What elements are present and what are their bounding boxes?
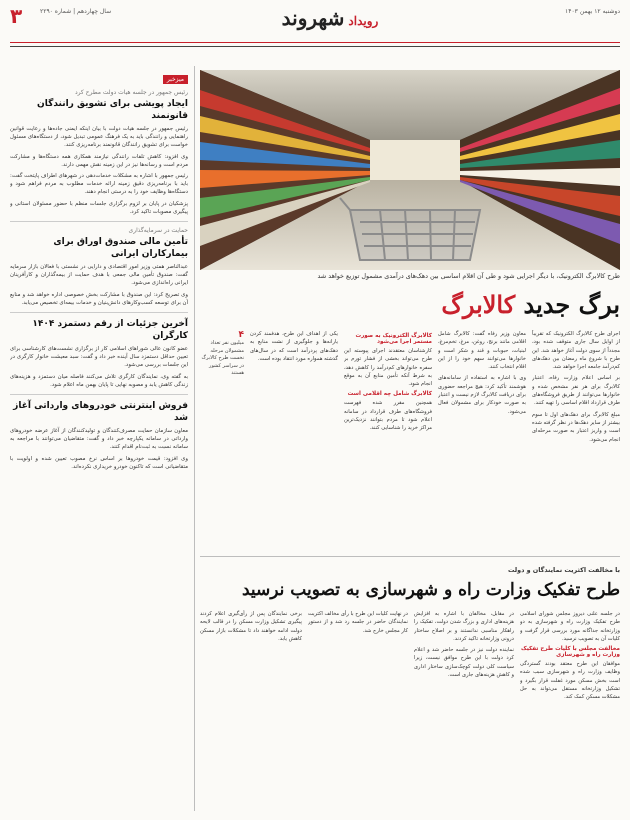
story2-title: تأمین مالی صندوق اوراق برای بیمارکاران ایرانی [53,237,188,260]
divider [10,221,188,222]
masthead-section: رویداد [348,14,379,28]
article-column [414,610,514,810]
article-paragraph: برخی نمایندگان پس از رأی‌گیری اعلام کردند پیگیری تشکیل وزارت مسکن را در قالب لایحه دولت ادامه خواهند داد تا مشکلات بازار مسکن کاهش یابد. [200,611,302,642]
supermarket-aisle-illustration [200,70,620,270]
header-date: دوشنبه ۱۲ بهمن ۱۴۰۳ [565,8,620,15]
story3-title: آخرین جزئیات از رقم دستمزد ۱۴۰۴ کارگران [32,319,188,342]
article-paragraph: وی با اشاره به استفاده از سامانه‌های هوشمند تأکید کرد: هیچ مراجعه حضوری برای دریافت کالابرگ لازم نیست و اعتبار به صورت خودکار برای مشمولان فعال می‌شود. [438,375,526,415]
headline-text [441,290,620,319]
article-paragraph: بر اساس اعلام وزارت رفاه، اعتبار کالابرگ برای هر نفر مشخص شده و خانوارها می‌توانند از طریق فروشگاه‌های طرف قرارداد اقلام اساسی را تهیه کنند. [532,375,620,407]
article-paragraph: نماینده دولت نیز در جلسه حاضر شد و اعلام کرد دولت با این طرح موافق نیست، زیرا سیاست کلی دولت کوچک‌سازی ساختار اداری و کاهش هزینه‌های جاری است. [414,647,514,679]
article-paragraph: در مقابل، مخالفان با اشاره به افزایش هزینه‌های اداری و بزرگ شدن دولت، تفکیک را راهکار مناسبی ندانستند و بر اصلاح ساختار درونی وزارتخانه تاکید کردند. [414,611,514,642]
story4-paragraph: معاون سازمان حمایت مصرف‌کنندگان و تولیدکنندگان از آغاز عرضه خودروهای وارداتی در سامانه یکپارچه خبر داد و گفت: متقاضیان می‌توانند با مراجعه به سامانه نسبت به ثبت‌نام اقدام کنند. [10,428,188,451]
story3-paragraph: به گفته وی، نمایندگان کارگری تلاش می‌کنند فاصله میان دستمزد و هزینه‌های زندگی کاهش یابد و مصوبه نهایی تا پایان بهمن ماه اعلام شود. [10,373,188,388]
section-divider [200,556,620,557]
masthead-logo: شهروند [281,6,345,30]
story4-paragraph: وی افزود: قیمت خودروها بر اساس نرخ مصوب تعیین شده و اولویت با متقاضیانی است که تاکنون خودرو خریداری نکرده‌اند. [10,455,188,470]
page-number: ۳ [10,4,23,28]
article-column [520,610,620,810]
headline-part1: برگ جدید [523,290,620,319]
stat-note [200,330,244,430]
second-story-kicker: با مخالفت اکثریت نمایندگان و دولت [507,566,620,574]
article-paragraph: موافقان این طرح معتقد بودند گستردگی وظایف وزارت راه و شهرسازی سبب شده است بخش مسکن مورد غفلت قرار بگیرد و تشکیل وزارتخانه مستقل می‌تواند به حل مشکلات مسکن کمک کند. [520,661,620,701]
story2-kicker: حمایت در سرمایه‌گذاری [128,227,188,235]
article-paragraph: معاون وزیر رفاه گفت: کالابرگ شامل اقلامی مانند برنج، روغن، مرغ، تخم‌مرغ، لبنیات، حبوبات و قند و شکر است و خانوارها می‌توانند سهم خود را از این اقلام انتخاب کنند. [438,331,526,371]
article-subheading: کالابرگ الکترونیک به صورت مستمر اجرا می‌شود [355,333,432,345]
story2-paragraph: وی تصریح کرد: این صندوق با مشارکت بخش خصوصی اداره خواهد شد و منابع آن برای توسعه کسب‌وکارهای دانش‌بنیان و خدمات بیمه‌ای تخصیص می‌یابد. [10,291,188,306]
headline-part2: کالابرگ [441,290,516,319]
stat-number: ۴ [238,330,244,340]
story1-kicker: رئیس جمهور در جلسه هیات دولت مطرح کرد [74,89,188,96]
article-subheading: مخالفت مجلس با کلیات طرح تفکیک وزارت راه و شهرسازی [521,646,620,659]
main-headline [200,286,620,326]
story1-paragraph: رئیس جمهور با اشاره به مشکلات خدمات‌دهی در شهرهای اطراف پایتخت گفت: باید با برنامه‌ریزی دقیق زمینه ارائه خدمات مطلوب به مردم فراهم شود و دستگاه‌ها وظایف خود را به درستی انجام دهند. [10,173,188,196]
masthead [245,6,415,36]
header-issue: سال چهاردهم | شماره ۲۲۹۰ [40,8,112,15]
article-column [250,330,338,542]
column-divider [194,66,195,811]
story1-title: ایجاد پویشی برای تشویق رانندگان قانونمند [37,99,188,121]
article-subheading: کالابرگ شامل چه اقلامی است [347,391,432,398]
article-paragraph: کارشناسان معتقدند اجرای پیوسته این طرح می‌تواند بخشی از فشار تورم بر سفره خانوارهای کم‌درآمد را کاهش دهد، به شرط آنکه تأمین منابع آن به موقع انجام شود. [344,348,432,388]
article-paragraph: مبلغ کالابرگ برای دهک‌های اول تا سوم بیشتر از سایر دهک‌ها در نظر گرفته شده است و واریز اعتبار به صورت مرحله‌ای انجام می‌شود. [532,411,620,443]
article-paragraph: در جلسه علنی دیروز مجلس شورای اسلامی طرح تفکیک وزارت راه و شهرسازی به دو وزارتخانه جداگانه مورد بررسی قرار گرفت و کلیات آن به تصویب نرسید. [520,611,620,642]
article-paragraph: همچنین مقرر شده فهرست فروشگاه‌های طرف قرارداد در سامانه اعلام شود تا مردم بتوانند نزدیک‌ترین مراکز خرید را شناسایی کنند. [344,400,432,432]
stat-text: میلیون نفر تعداد مشمولان مرحله نخست طرح کالابرگ در سراسر کشور هستند [201,340,244,377]
photo-caption: طرح کالابرگ الکترونیک، با دیگر اجرایی شود و طی آن اقلام اساسی بین دهک‌های درآمدی مشمول توزیع خواهد شد [317,272,620,280]
second-story-headline: طرح تفکیک وزارت راه و شهرسازی به تصویب نرسید [241,580,620,600]
story1-paragraph: رئیس جمهور در جلسه هیات دولت با بیان اینکه ایمنی جاده‌ها و رعایت قوانین راهنمایی و رانندگی باید به یک فرهنگ عمومی تبدیل شود، از دستگاه‌های مسئول خواست برای تشویق رانندگان قانونمند برنامه‌ریزی کنند. [10,126,188,149]
article-column [532,330,620,542]
article-column [308,610,408,810]
page-header [10,6,620,60]
article-column [344,330,432,542]
second-article-body [200,610,620,810]
article-paragraph: در نهایت کلیات این طرح با رأی مخالف اکثریت نمایندگان حاضر در جلسه رد شد و از دستور کار مجلس خارج شد. [308,611,408,634]
main-article-body [200,330,620,542]
story4-title: فروش اینترنتی خودروهای وارداتی آغاز شد [13,401,188,424]
news-desk-column [10,66,188,811]
divider [10,394,188,395]
article-paragraph: اجرای طرح کالابرگ الکترونیک که تقریباً از اوایل سال جاری متوقف شده بود، مجدداً از سوی دولت آغاز خواهد شد. این طرح با شروع ماه رمضان بین دهک‌های کم‌درآمد جامعه اجرا خواهد شد. [532,331,620,371]
header-rule [10,42,620,43]
article-column [200,610,302,810]
story1-paragraph: وی افزود: کاهش تلفات رانندگی نیازمند همکاری همه دستگاه‌ها و مشارکت مردم است و رسانه‌ها نیز در این زمینه نقش مهمی دارند. [10,153,188,168]
story3-paragraph: عضو کانون عالی شوراهای اسلامی کار از برگزاری نشست‌های کارشناسی برای تعیین حداقل دستمزد سال آینده خبر داد و گفت: سبد معیشت خانوار کارگری در این جلسات بررسی می‌شود. [10,346,188,369]
divider [10,312,188,313]
supermarket-photo [200,70,620,270]
article-column [438,330,526,542]
story2-paragraph: عبدالناصر همتی وزیر امور اقتصادی و دارایی در نشستی با فعالان بازار سرمایه گفت: صندوق تأمین مالی جمعی با هدف حمایت از بیمه‌گذاران و کارآفرینان ایرانی راه‌اندازی می‌شود. [10,264,188,287]
section-tag: میزخبر [163,75,188,84]
header-rule-secondary [10,46,620,47]
article-paragraph: یکی از اهداف این طرح، هدفمند کردن یارانه‌ها و جلوگیری از نشت منابع به دهک‌های پردرآمد است که در سال‌های گذشته همواره مورد انتقاد بوده است. [250,331,338,362]
story1-paragraph: پزشکیان در پایان بر لزوم برگزاری جلسات منظم با حضور مسئولان استانی و پیگیری مصوبات تاکید کرد. [10,200,188,215]
